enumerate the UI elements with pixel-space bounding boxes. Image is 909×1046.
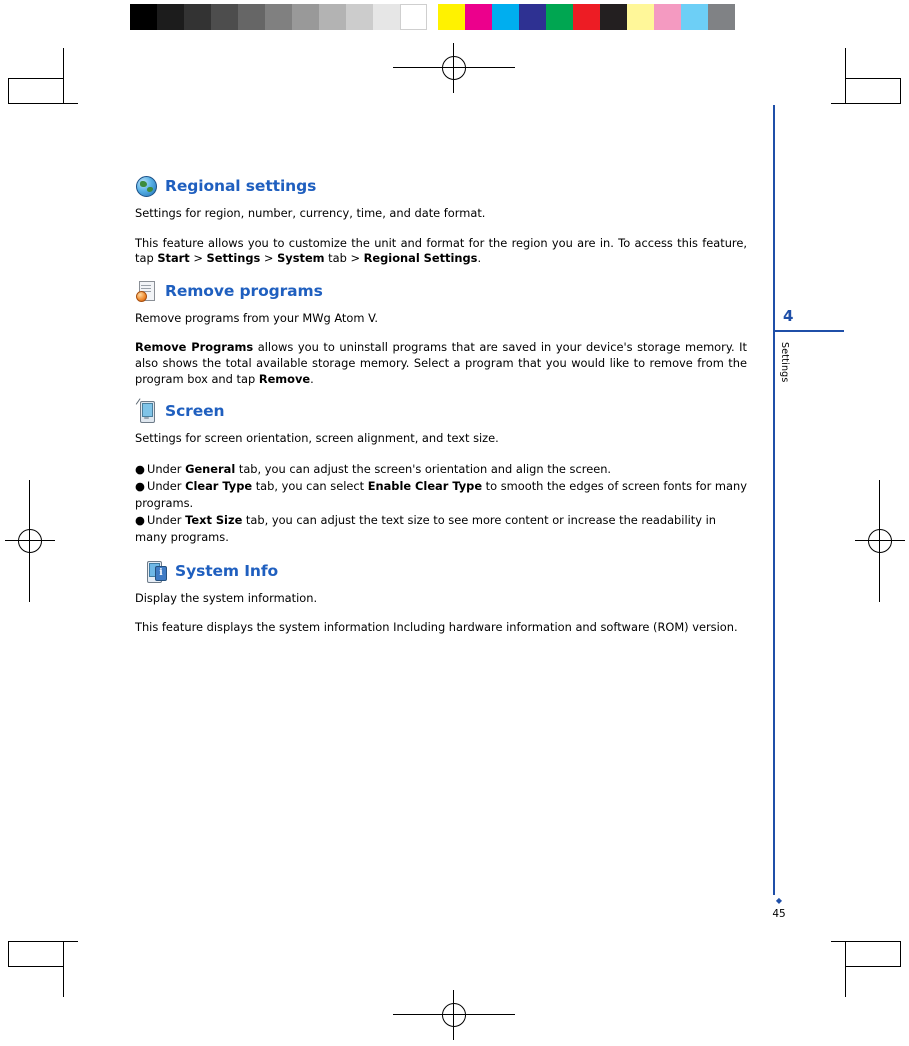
chapter-number: 4	[783, 307, 794, 325]
gray-swatch	[400, 4, 427, 30]
registration-mark-left	[5, 480, 55, 602]
gray-swatch	[346, 4, 373, 30]
crop-mark-bottom-right-vertical	[845, 941, 846, 997]
system-info-badge-letter: i	[155, 566, 167, 581]
color-swatch	[546, 4, 573, 30]
crop-mark-bottom-left-inner2	[8, 966, 64, 967]
chapter-rail	[773, 105, 775, 895]
gray-swatch	[373, 4, 400, 30]
section-heading	[145, 560, 747, 582]
section-lead: Display the system information.	[135, 590, 318, 605]
page-content	[135, 175, 747, 649]
gray-swatch	[211, 4, 238, 30]
section-title: Regional settings	[165, 177, 317, 195]
section-body: This feature displays the system information Including hardware information and software (ROM) version.	[135, 620, 738, 635]
section-lead: Settings for region, number, currency, time, and date format.	[135, 206, 486, 220]
color-swatch	[519, 4, 546, 30]
crop-mark-bottom-left-inner	[8, 941, 9, 967]
gray-swatch	[130, 4, 157, 30]
crop-mark-top-left-inner	[8, 78, 9, 104]
color-swatch	[681, 4, 708, 30]
section-title: Screen	[165, 402, 225, 421]
registration-mark-right	[855, 480, 905, 602]
system-info-icon	[145, 560, 167, 582]
color-swatch	[465, 4, 492, 30]
crop-mark-bottom-left-vertical	[63, 941, 64, 997]
screen-icon	[135, 400, 157, 422]
gray-swatch	[184, 4, 211, 30]
crop-mark-bottom-left-horizontal	[8, 941, 78, 942]
list-item: ● Under General tab, you can adjust the screen's orientation and align the screen.	[135, 461, 612, 476]
crop-mark-bottom-right-horizontal	[831, 941, 901, 942]
section-heading	[135, 400, 747, 422]
section-regional-settings	[135, 175, 747, 267]
gray-swatch	[265, 4, 292, 30]
section-title: System Info	[175, 561, 279, 580]
gray-swatch	[238, 4, 265, 30]
chapter-label: Settings	[779, 342, 790, 383]
gray-swatch	[157, 4, 184, 30]
color-swatch	[573, 4, 600, 30]
registration-mark-bottom	[393, 990, 515, 1040]
section-lead: Settings for screen orientation, screen alignment, and text size.	[135, 431, 499, 446]
section-lead: Remove programs from your MWg Atom V.	[135, 310, 379, 325]
crop-mark-top-left-vertical	[63, 48, 64, 104]
chapter-rule	[773, 330, 844, 332]
screen-bullet-list	[135, 461, 747, 546]
gray-swatch	[292, 4, 319, 30]
section-system-info	[135, 560, 747, 636]
crop-mark-top-left-inner2	[8, 78, 64, 79]
section-remove-programs	[135, 280, 747, 387]
gray-swatch	[319, 4, 346, 30]
crop-mark-bottom-right-inner2	[845, 966, 901, 967]
section-title: Remove programs	[165, 281, 323, 300]
swatch-gap	[427, 4, 438, 30]
section-heading	[135, 175, 747, 197]
page-number: 45	[772, 908, 786, 920]
list-item: ● Under Clear Type tab, you can select Enable Clear Type to smooth the edges of screen fonts for many programs.	[135, 478, 747, 510]
section-body: Remove Programs allows you to uninstall programs that are saved in your device's storage memory. It also shows the total available storage memory. Select a program that you would like to remove from the program box and tap Remove.	[135, 340, 747, 386]
section-body: This feature allows you to customize the unit and format for the region you are in. To access this feature, tap Start > Settings > System tab > Regional Settings.	[135, 235, 747, 266]
globe-icon	[135, 175, 157, 197]
color-swatch	[438, 4, 465, 30]
color-swatch	[627, 4, 654, 30]
crop-mark-top-right-inner2	[845, 78, 901, 79]
color-swatch	[492, 4, 519, 30]
crop-mark-top-right-horizontal	[831, 103, 901, 104]
color-swatch	[708, 4, 735, 30]
page-marker-icon: ◆	[775, 896, 783, 905]
section-screen	[135, 400, 747, 546]
crop-mark-top-right-vertical	[845, 48, 846, 104]
crop-mark-bottom-right-inner	[900, 941, 901, 967]
color-swatch	[600, 4, 627, 30]
print-calibration-bars	[130, 4, 735, 30]
section-heading	[135, 280, 747, 302]
color-swatch	[654, 4, 681, 30]
crop-mark-top-right-inner	[900, 78, 901, 104]
crop-mark-top-left-horizontal	[8, 103, 78, 104]
remove-programs-icon	[135, 280, 157, 302]
registration-mark-top	[393, 43, 515, 93]
list-item: ● Under Text Size tab, you can adjust the text size to see more content or increase the readability in many programs.	[135, 512, 716, 544]
